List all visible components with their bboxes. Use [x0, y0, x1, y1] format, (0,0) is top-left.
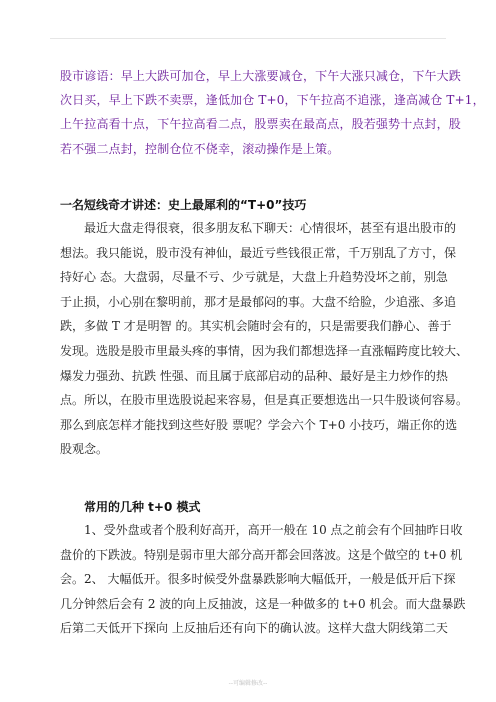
body-line: 发现。选股是股市里最头疼的事情，因为我们都想选择一直涨幅跨度比较大、 [60, 343, 469, 358]
body-line: 最近大盘走得很衰，很多朋友私下聊天：心情很坏，甚至有退出股市的 [84, 221, 457, 235]
body-line: 盘价的下跌波。特别是弱市里大部分高开都会回落波。这是个做空的 t+0 机 [60, 547, 463, 562]
body-line: 会。2、 大幅低开。很多时候受外盘暴跌影响大幅低开，一般是低开后下探 [60, 572, 456, 587]
body-line: 爆发力强劲、抗跌 性强、而且属于底部启动的品种、最好是主力炒作的热 [60, 368, 448, 383]
header-divider [50, 38, 446, 39]
body-line: 持好心 态。大盘弱，尽量不亏、少亏就是，大盘上升趋势没坏之前，别急 [60, 270, 448, 285]
body-line: 于止损，小心别在黎明前，那才是最郁闷的事。大盘不给脸，少追涨、多追 [60, 294, 457, 309]
proverb-paragraph [60, 64, 485, 161]
body-line: 几分钟然后会有 2 波的向上反抽波，这是一种做多的 t+0 机会。而大盘暴跌 [60, 596, 466, 611]
body-line: 1、受外盘或者个股利好高开，高开一般在 10 点之前会有个回抽昨日收 [84, 523, 463, 537]
subsection-heading: 常用的几种 t+0 模式 [84, 500, 201, 514]
body-line: 跌，多做 T 才是明智 的。其实机会随时会有的，只是需要我们静心、善于 [60, 319, 452, 334]
proverb-line: 上午拉高看十点，下午拉高看二点，股票卖在最高点，股若强势十点封，股 [60, 117, 461, 132]
body-line: 想法。我只能说，股市没有神仙，最近亏些钱很正常，千万别乱了方寸，保 [60, 245, 457, 260]
proverb-line: 次日买，早上下跌不卖票，逢低加仓 T+0，下午拉高不追涨，逢高减仓 T+1， [60, 93, 485, 108]
proverb-line: 若不强二点封，控制仓位不侥幸，滚动操作是上策。 [60, 141, 340, 156]
proverb-line: 股市谚语：早上大跌可加仓，早上大涨要减仓，下午大涨只减仓，下午大跌 [60, 69, 461, 83]
body-paragraph [60, 216, 469, 462]
body-line: 后第二天低开下探向 上反抽后还有向下的确认波。这样大盘大阴线第二天 [60, 621, 448, 636]
section-heading: 一名短线奇才讲述：史上最犀利的“T+0”技巧 [60, 198, 307, 212]
t0-modes-paragraph [60, 518, 466, 641]
page-footer: --可编辑修改-- [228, 680, 268, 687]
body-line: 那么到底怎样才能找到这些好股 票呢？学会六个 T+0 小技巧，端正你的选 [60, 417, 458, 432]
body-line: 点。所以，在股市里选股说起来容易，但是真正要想选出一只牛股谈何容易。 [60, 393, 469, 408]
body-line: 股观念。 [60, 442, 109, 457]
